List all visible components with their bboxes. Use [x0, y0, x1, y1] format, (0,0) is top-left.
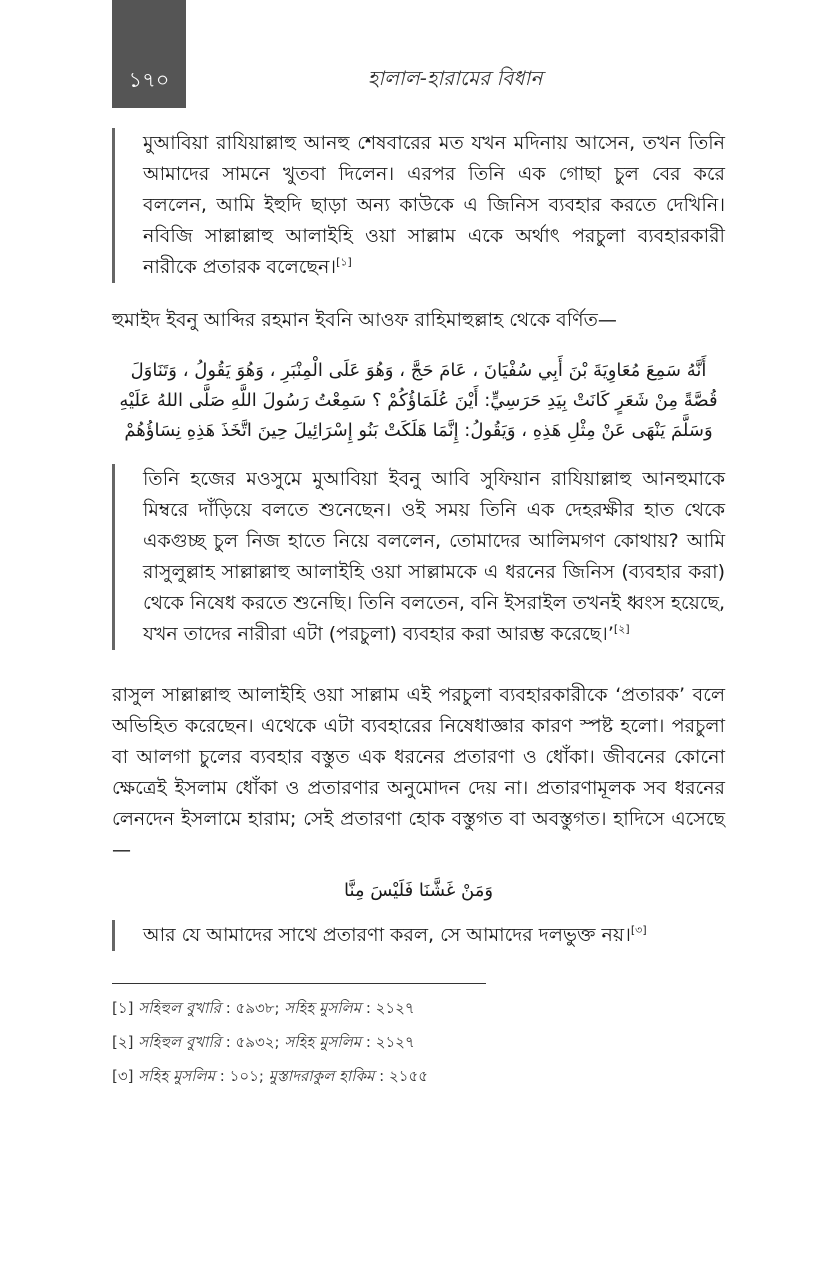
- footnote-ref-1[interactable]: [১]: [336, 255, 352, 269]
- footnote-source: সহিহুল বুখারি: [138, 1033, 221, 1051]
- footnote-source: সহিহ মুসলিম: [284, 1033, 362, 1051]
- quote-1-text: মুআবিয়া রাযিয়াল্লাহু আনহু শেষবারের মত যখন মদিনায় আসেন, তখন তিনি আমাদের সামনে খুতবা দিলেন। এরপর তিনি এক গোছা চুল বের করে বললেন, আমি ইহুদি ছাড়া অন্য কাউকে এ জিনিস ব্যবহার করতে দেখিনি। নবিজি সাল্লাল্লাহু আলাইহি ওয়া সাল্লাম একে অর্থাৎ পরচুলা ব্যবহারকারী নারীকে প্রতারক বলেছেন।: [143, 132, 725, 278]
- footnote-ref: : ৫৯৩২;: [220, 1033, 285, 1051]
- footnote-ref: : ৫৯৩৮;: [220, 999, 285, 1017]
- hadith-translation-quote-3: [112, 920, 725, 951]
- narration-intro: হুমাইদ ইবনু আব্দির রহমান ইবনি আওফ রাহিমাহুল্লাহ থেকে বর্ণিত—: [112, 309, 617, 331]
- footnote-divider: [112, 983, 486, 984]
- hadith-translation-quote-2: [112, 464, 725, 650]
- footnote-ref-3[interactable]: [৩]: [630, 923, 647, 937]
- footnote-source: সহিহ মুসলিম: [284, 999, 362, 1017]
- footnote-ref: : ১০১;: [215, 1067, 269, 1085]
- footnote-number: [২]: [112, 1033, 134, 1051]
- arabic-hadith-text-1: أَنَّهُ سَمِعَ مُعَاوِيَةَ بْنَ أَبِي سُفْيَانَ ، عَامَ حَجَّ ، وَهُوَ عَلَى الْمِنْبَرِ ، وَهُوَ يَقُولُ ، وَتَنَاوَلَ قُصَّةً مِنْ شَعَرٍ كَانَتْ بِيَدِ حَرَسِيٍّ: أَيْنَ عُلَمَاؤُكُمْ ؟ سَمِعْتُ رَسُولَ اللَّهِ صَلَّى اللهُ عَلَيْهِ وَسَلَّمَ يَنْهَى عَنْ مِثْلِ هَذِهِ ، وَيَقُولُ: إِنَّمَا هَلَكَتْ بَنُو إِسْرَائِيلَ حِينَ اتَّخَذَ هَذِهِ نِسَاؤُهُمْ: [119, 360, 718, 441]
- running-title: হালাল-হারামের বিধান: [367, 66, 543, 90]
- footnote-number: [১]: [112, 999, 134, 1017]
- quote-2-text: তিনি হজের মওসুমে মুআবিয়া ইবনু আবি সুফিয়ান রাযিয়াল্লাহু আনহুমাকে মিম্বরে দাঁড়িয়ে বলতে শুনেছেন। ওই সময় তিনি এক দেহরক্ষীর হাত থেকে একগুচ্ছ চুল নিজ হাতে নিয়ে বললেন, তোমাদের আলিমগণ কোথায়? আমি রাসুলুল্লাহ সাল্লাল্লাহু আলাইহি ওয়া সাল্লামকে এ ধরনের জিনিস (ব্যবহার করা) থেকে নিষেধ করতে শুনেছি। তিনি বলতেন, বনি ইসরাইল তখনই ধ্বংস হয়েছে, যখন তাদের নারীরা এটা (পরচুলা) ব্যবহার করা আরম্ভ করেছে।’: [143, 468, 726, 645]
- footnote-3: [112, 1066, 725, 1086]
- page-body: [112, 128, 725, 1100]
- footnote-ref: : ২১২৭: [361, 1033, 415, 1051]
- page-number-tab: [112, 0, 186, 108]
- footnote-source: সহিহ মুসলিম: [138, 1067, 216, 1085]
- footnote-2: [112, 1032, 725, 1052]
- body-paragraph: রাসুল সাল্লাল্লাহু আলাইহি ওয়া সাল্লাম এই পরচুলা ব্যবহারকারীকে ‘প্রতারক’ বলে অভিহিত করেছেন। এথেকে এটা ব্যবহারের নিষেধাজ্ঞার কারণ স্পষ্ট হলো। পরচুলা বা আলগা চুলের ব্যবহার বস্তুত এক ধরনের প্রতারণা ও ধোঁকা। জীবনের কোনো ক্ষেত্রেই ইসলাম ধোঁকা ও প্রতারণার অনুমোদন দেয় না। প্রতারণামূলক সব ধরনের লেনদেন ইসলামে হারাম; সেই প্রতারণা হোক বস্তুগত বা অবস্তুগত। হাদিসে এসেছে—: [112, 684, 725, 861]
- footnote-ref: : ২১৫৫: [374, 1067, 428, 1085]
- page-number: ১৭০: [128, 68, 170, 92]
- footnote-ref-2[interactable]: [২]: [613, 622, 630, 636]
- footnote-ref: : ২১২৭: [361, 999, 415, 1017]
- footnote-source: সহিহুল বুখারি: [138, 999, 221, 1017]
- arabic-hadith-text-2: وَمَنْ غَشَّنَا فَلَيْسَ مِنَّا: [343, 880, 494, 901]
- footnote-1: [112, 998, 725, 1018]
- quote-3-text: আর যে আমাদের সাথে প্রতারণা করল, সে আমাদের দলভুক্ত নয়।: [143, 924, 631, 946]
- footnote-number: [৩]: [112, 1067, 134, 1085]
- hadith-translation-quote-1: [112, 128, 725, 283]
- footnote-source: মুস্তাদরাকুল হাকিম: [268, 1067, 375, 1085]
